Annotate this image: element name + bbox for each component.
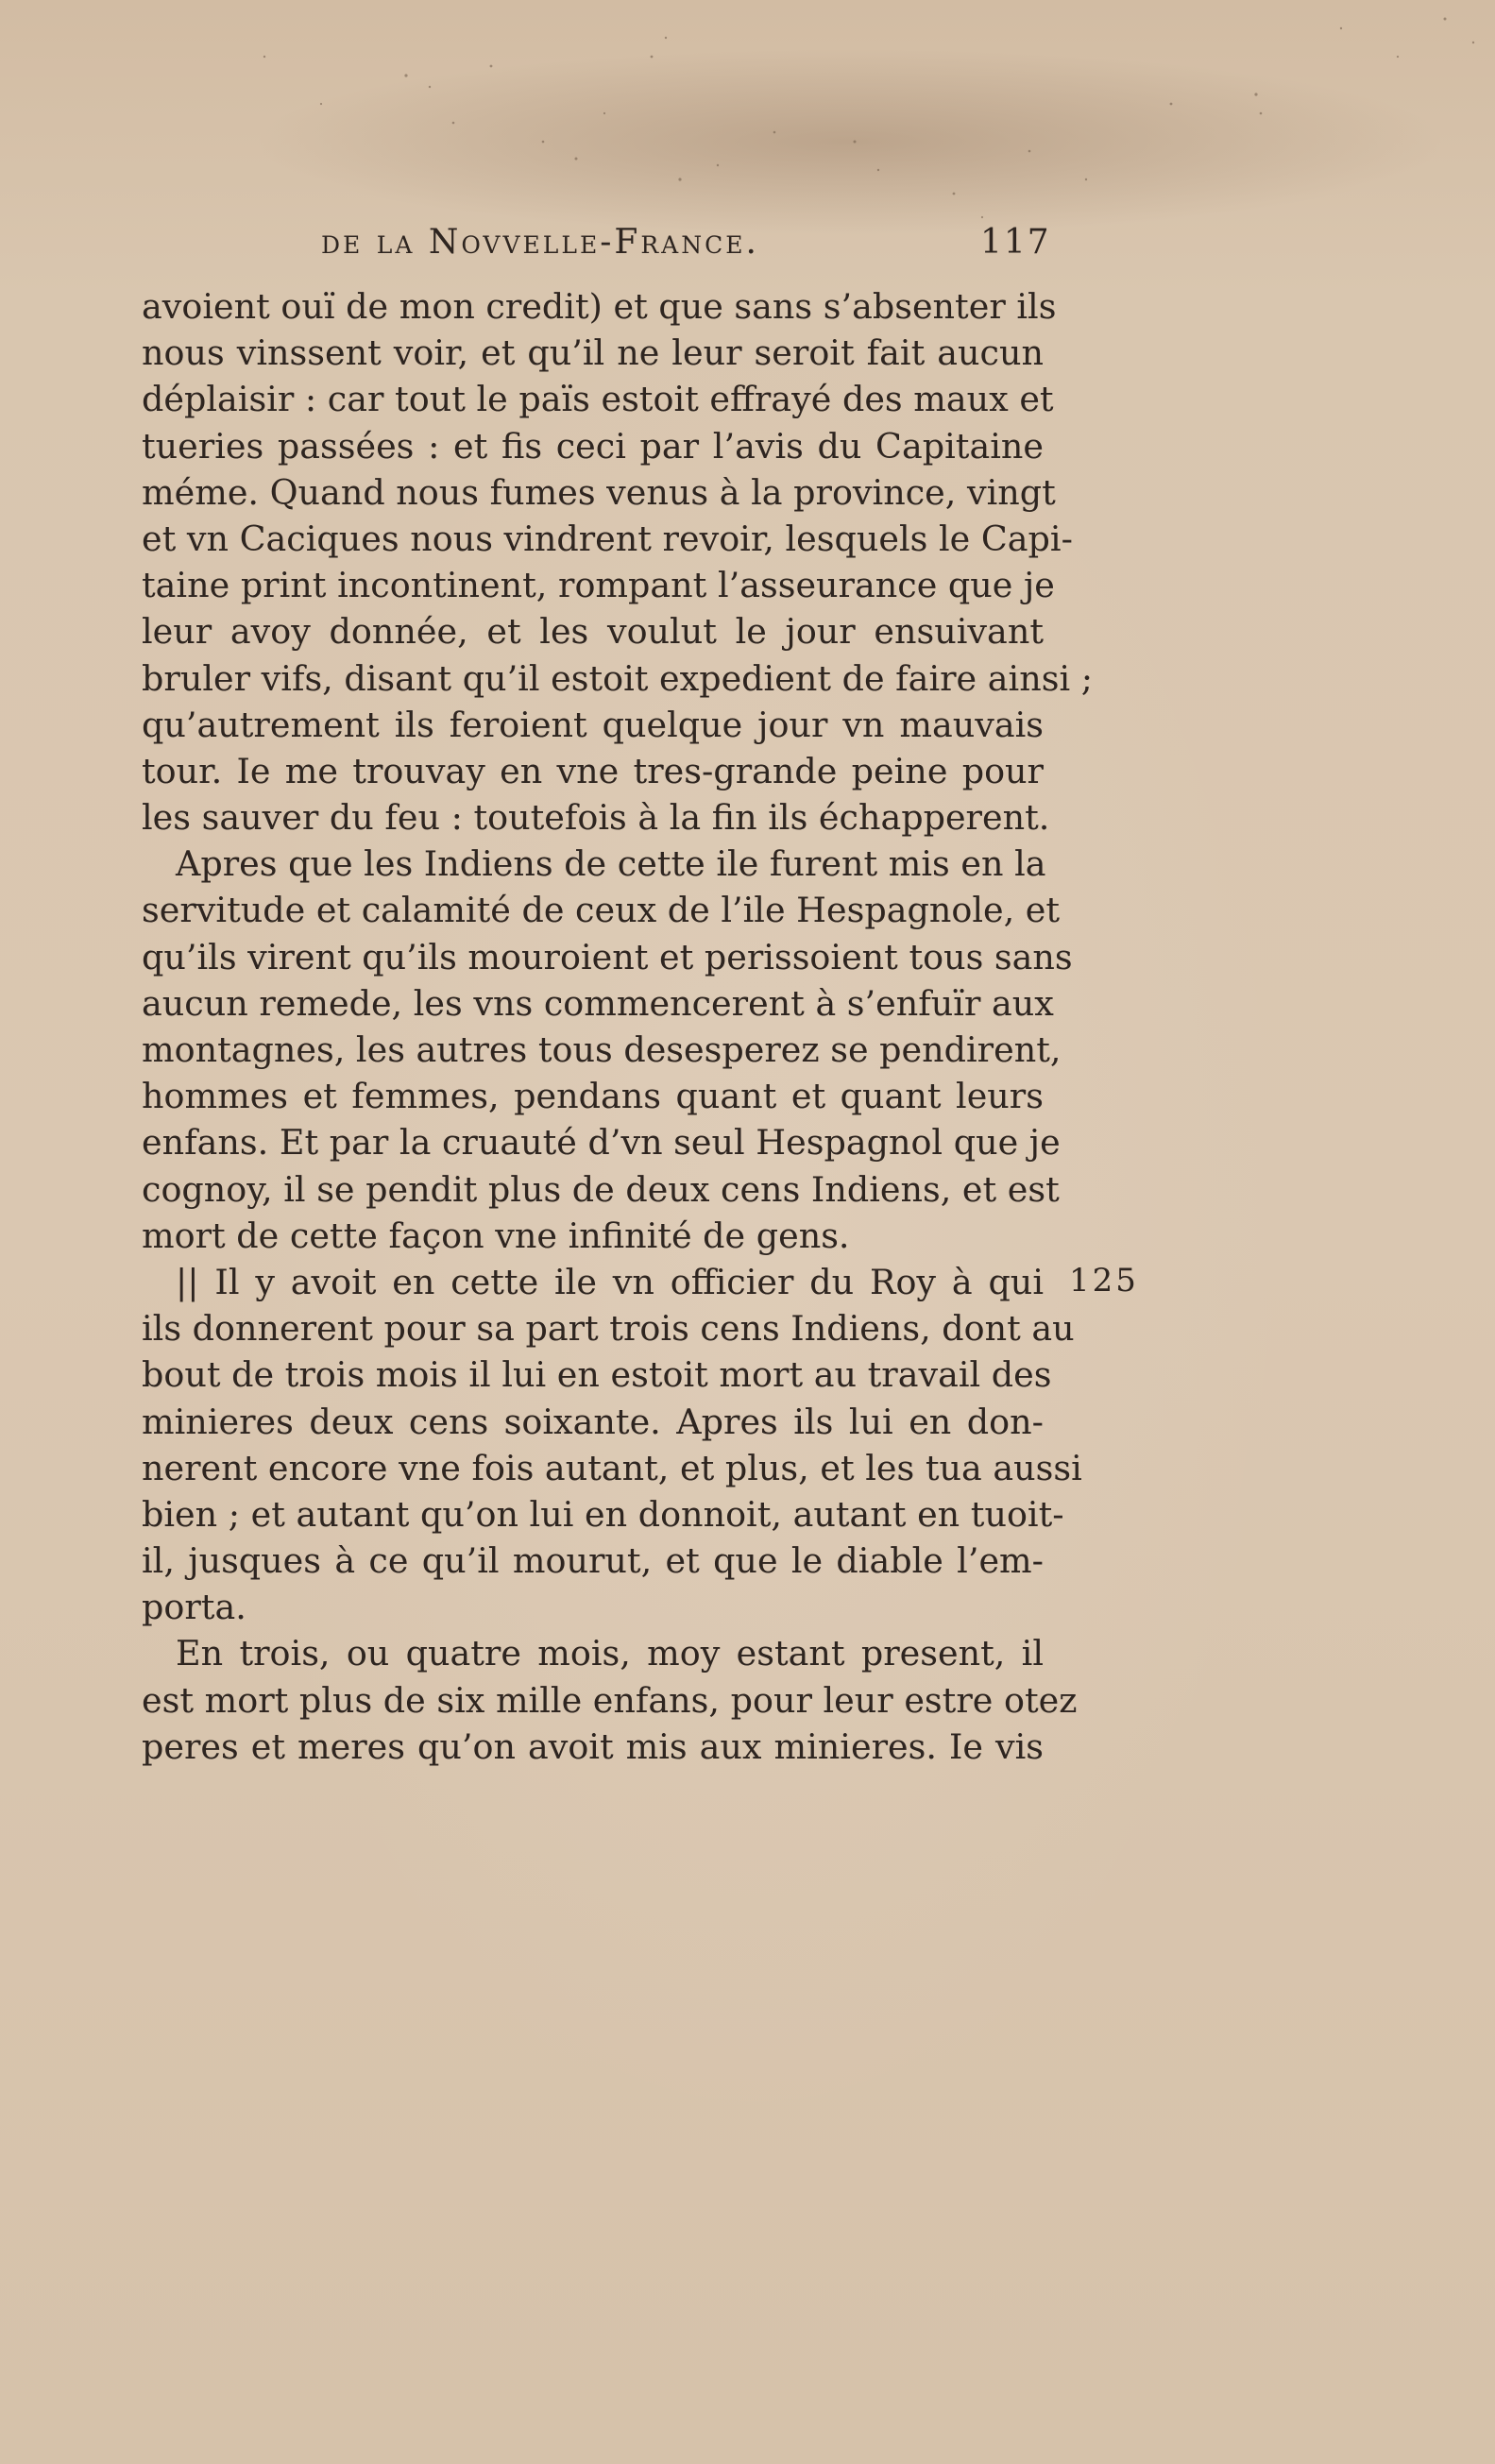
text-line: hommes et femmes, pendans quant et quant leurs bbox=[142, 1076, 1044, 1117]
text-line: qu’ils virent qu’ils mouroient et perissoient tous sans bbox=[142, 936, 1073, 977]
text-line: déplaisir : car tout le païs estoit effrayé des maux et bbox=[142, 379, 1054, 420]
text-line: servitude et calamité de ceux de l’ile Hespagnole, et bbox=[142, 890, 1061, 931]
text-line: aucun remede, les vns commencerent à s’enfuïr aux bbox=[142, 982, 1054, 1024]
text-line: nous vinssent voir, et qu’il ne leur seroit fait aucun bbox=[142, 332, 1044, 374]
paper-stains bbox=[0, 0, 1495, 246]
marginal-page-number: 125 bbox=[1069, 1262, 1139, 1300]
page-header bbox=[142, 223, 1051, 280]
text-line: enfans. Et par la cruauté d’vn seul Hespagnol que je bbox=[142, 1122, 1061, 1164]
text-line: tour. Ie me trouvay en vne tres-grande peine pour bbox=[142, 750, 1044, 791]
text-line: peres et meres qu’on avoit mis aux minieres. Ie vis bbox=[142, 1725, 1044, 1767]
text-line: méme. Quand nous fumes venus à la province, vingt bbox=[142, 471, 1056, 513]
text-line: ils donnerent pour sa part trois cens Indiens, dont au bbox=[142, 1308, 1075, 1350]
text-line: mort de cette façon vne infinité de gens. bbox=[142, 1215, 850, 1256]
text-line: bien ; et autant qu’on lui en donnoit, autant en tuoit- bbox=[142, 1493, 1064, 1535]
text-line: || Il y avoit en cette ile vn officier du Roy à qui bbox=[176, 1261, 1044, 1302]
text-line: tueries passées : et fis ceci par l’avis du Capitaine bbox=[142, 425, 1044, 467]
text-line: En trois, ou quatre mois, moy estant present, il bbox=[176, 1633, 1044, 1674]
text-line: bruler vifs, disant qu’il estoit expedient de faire ainsi ; bbox=[142, 657, 1094, 699]
text-line: bout de trois mois il lui en estoit mort au travail des bbox=[142, 1354, 1052, 1396]
text-line: porta. bbox=[142, 1587, 246, 1628]
text-line: les sauver du feu : toutefois à la fin ils échapperent. bbox=[142, 797, 1050, 839]
text-line: qu’autrement ils feroient quelque jour vn mauvais bbox=[142, 704, 1044, 745]
text-line: cognoy, il se pendit plus de deux cens Indiens, et est bbox=[142, 1168, 1060, 1210]
text-line: taine print incontinent, rompant l’asseurance que je bbox=[142, 565, 1055, 606]
body-text bbox=[142, 283, 1094, 1770]
text-line: et vn Caciques nous vindrent revoir, lesquels le Capi- bbox=[142, 518, 1073, 559]
text-line: il, jusques à ce qu’il mourut, et que le diable l’em- bbox=[142, 1540, 1044, 1582]
text-line: montagnes, les autres tous desesperez se pendirent, bbox=[142, 1029, 1062, 1070]
text-line: est mort plus de six mille enfans, pour leur estre otez bbox=[142, 1679, 1078, 1721]
running-title: de la Novvelle-France. bbox=[321, 223, 759, 262]
text-line: Apres que les Indiens de cette ile furent mis en la bbox=[176, 843, 1046, 885]
page-number: 117 bbox=[980, 223, 1051, 262]
text-line: minieres deux cens soixante. Apres ils lui en don- bbox=[142, 1401, 1044, 1442]
text-line: nerent encore vne fois autant, et plus, et les tua aussi bbox=[142, 1447, 1082, 1488]
text-line: leur avoy donnée, et les voulut le jour ensuivant bbox=[142, 611, 1044, 653]
text-line: avoient ouï de mon credit) et que sans s’absenter ils bbox=[142, 286, 1057, 327]
